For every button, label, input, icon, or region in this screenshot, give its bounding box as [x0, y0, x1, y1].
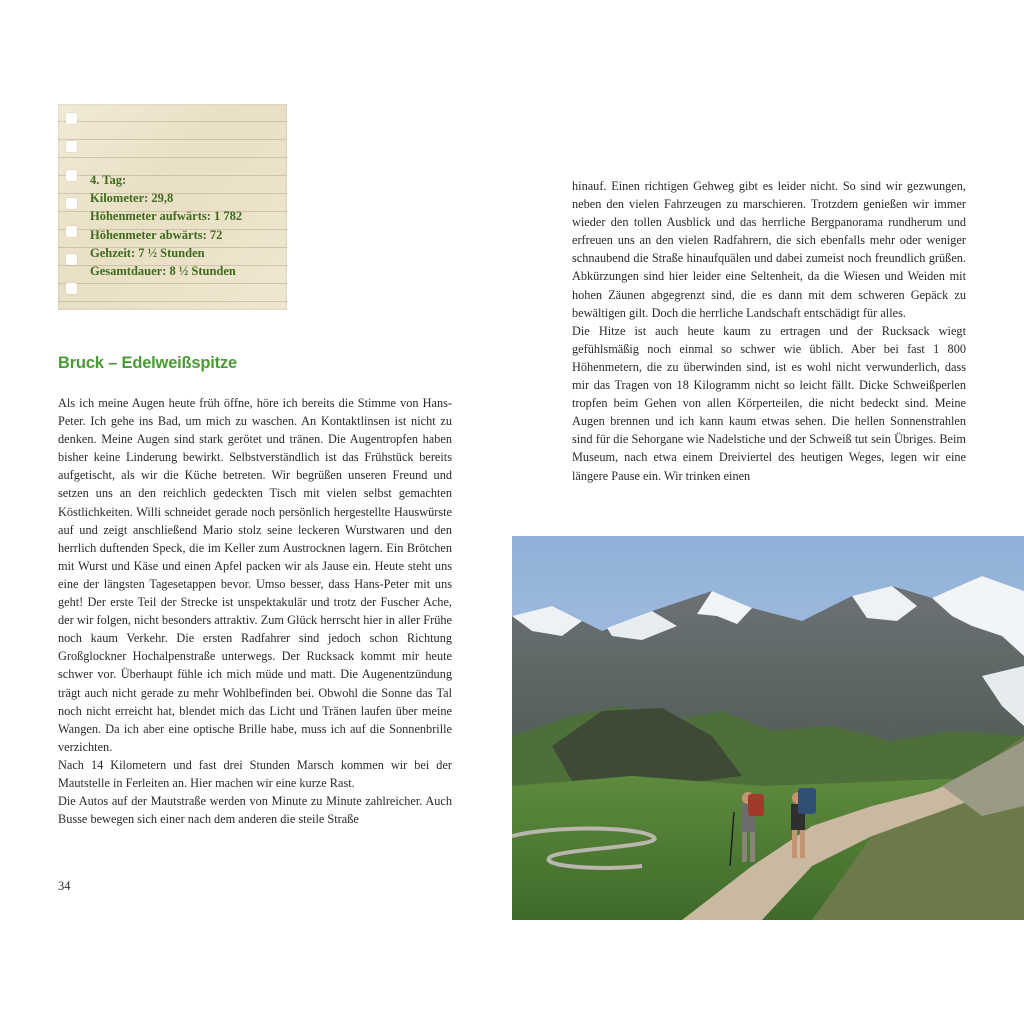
paragraph: Als ich meine Augen heute früh öffne, höre ich bereits die Stimme von Hans-Peter. Ich gehe ins Bad, um mich zu waschen. An Kontaktlinsen ist nicht zu denken. Meine Augen sind stark gerötet und tränen. Die Augentropfen haben bisher keine Linderung bewirkt. Selbstverständlich ist das Frühstück bereits aufgetischt, als wir die Küche betreten. Wir begrüßen unseren Freund und setzen uns an den reichlich gedeckten Tisch mit vielen selbst gemachten Köstlichkeiten. Willi schneidet gerade noch persönlich hergestellte Hauswürste auf und zeigt anschließend Mario stolz seine leckeren Wurstwaren und den herrlich duftenden Speck, die im Keller zum Austrocknen lagern. Ein Brötchen mit Wurst und Käse und einen Apfel packen wir als Jause ein. Heute steht uns eine der längsten Tagesetappen bevor. Umso besser, dass Hans-Peter mit uns geht! Der erste Teil der Strecke ist unspektakulär und trotz der Fuscher Ache, der wir folgen, nicht besonders attraktiv. Zum Glück herrscht hier in aller Frühe noch kaum Verkehr. Die ersten Radfahrer sind jedoch schon Richtung Großglockner Hochalpenstraße unterwegs. Der Rucksack kommt mir heute schwer vor. Überhaupt fühle ich mich müde und matt. Die Augenentzündung trägt auch nicht gerade zu mehr Wohlbefinden bei. Obwohl die Sonne das Tal noch nicht erreicht hat, blendet mich das Licht und Tränen laufen über meine Wangen. Da ich aber eine optische Brille habe, muss ich auf die Sonnenbrille verzichten. — [58, 396, 452, 754]
paragraph: Die Hitze ist auch heute kaum zu ertragen und der Rucksack wiegt gefühlsmäßig noch einmal so schwer wie üblich. Aber bei fast 1 800 Höhenmetern, die zu überwinden sind, ist es wohl nicht verwunderlich, dass mir das Tragen von 18 Kilogramm nicht so leicht fällt. Dicke Schweißperlen tropfen beim Gehen von allen Körperteilen, die nicht bedeckt sind. Meine Augen brennen und ich kann kaum etwas sehen. Die hellen Sonnenstrahlen sind für die Sehorgane wie Nadelstiche und der Schweiß tut sein Übriges. Beim Museum, nach etwa einem Dreiviertel des heutigen Weges, legen wir eine längere Pause ein. Wir trinken einen — [572, 323, 966, 483]
binder-hole-icon — [66, 198, 77, 209]
page-number: 34 — [58, 879, 71, 893]
info-ascent: Höhenmeter aufwärts: 1 782 — [90, 209, 243, 224]
info-kilometers: Kilometer: 29,8 — [90, 191, 174, 206]
info-day: 4. Tag: — [90, 173, 127, 187]
info-box — [58, 104, 287, 310]
info-descent: Höhenmeter abwärts: 72 — [90, 227, 223, 242]
section-title: Bruck – Edelweißspitze — [58, 354, 237, 372]
binder-hole-icon — [66, 226, 77, 237]
binder-hole-icon — [66, 283, 77, 294]
binder-hole-icon — [66, 141, 77, 152]
binder-hole-icon — [66, 113, 77, 124]
binder-hole-icon — [66, 254, 77, 265]
paragraph: Die Autos auf der Mautstraße werden von Minute zu Minute zahlreicher. Auch Busse bewegen sich einer nach dem anderen die steile Straße — [58, 794, 452, 827]
paragraph: Nach 14 Kilometern und fast drei Stunden Marsch kommen wir bei der Mautstelle in Ferleiten an. Hier machen wir eine kurze Rast. — [58, 757, 452, 790]
left-text-column — [58, 394, 452, 828]
paragraph: hinauf. Einen richtigen Gehweg gibt es leider nicht. So sind wir gezwungen, neben den vielen Fahrzeugen zu marschieren. Trotzdem genießen wir immer wieder den tollen Ausblick und das herrliche Bergpanorama rundherum und erfreuen uns an den vielen Radfahrern, die sich ebenfalls mehr oder weniger schnaubend die Straße hinaufquälen und dabei zumeist noch freundlich grüßen. Abkürzungen sind hier leider eine Seltenheit, da die Wiesen und Weiden mit hohen Zäunen abgegrenzt sind, die es dann mit dem schweren Gepäck zu bewältigen gilt. Doch die herrliche Landschaft entschädigt für alles. — [572, 179, 966, 320]
info-total-time: Gesamtdauer: 8 ½ Stunden — [90, 264, 236, 279]
info-walking-time: Gehzeit: 7 ½ Stunden — [90, 245, 205, 260]
binder-hole-icon — [66, 170, 77, 181]
right-text-column — [572, 177, 966, 485]
mountain-hiking-photo — [512, 536, 1024, 920]
info-box-lines — [90, 171, 242, 280]
